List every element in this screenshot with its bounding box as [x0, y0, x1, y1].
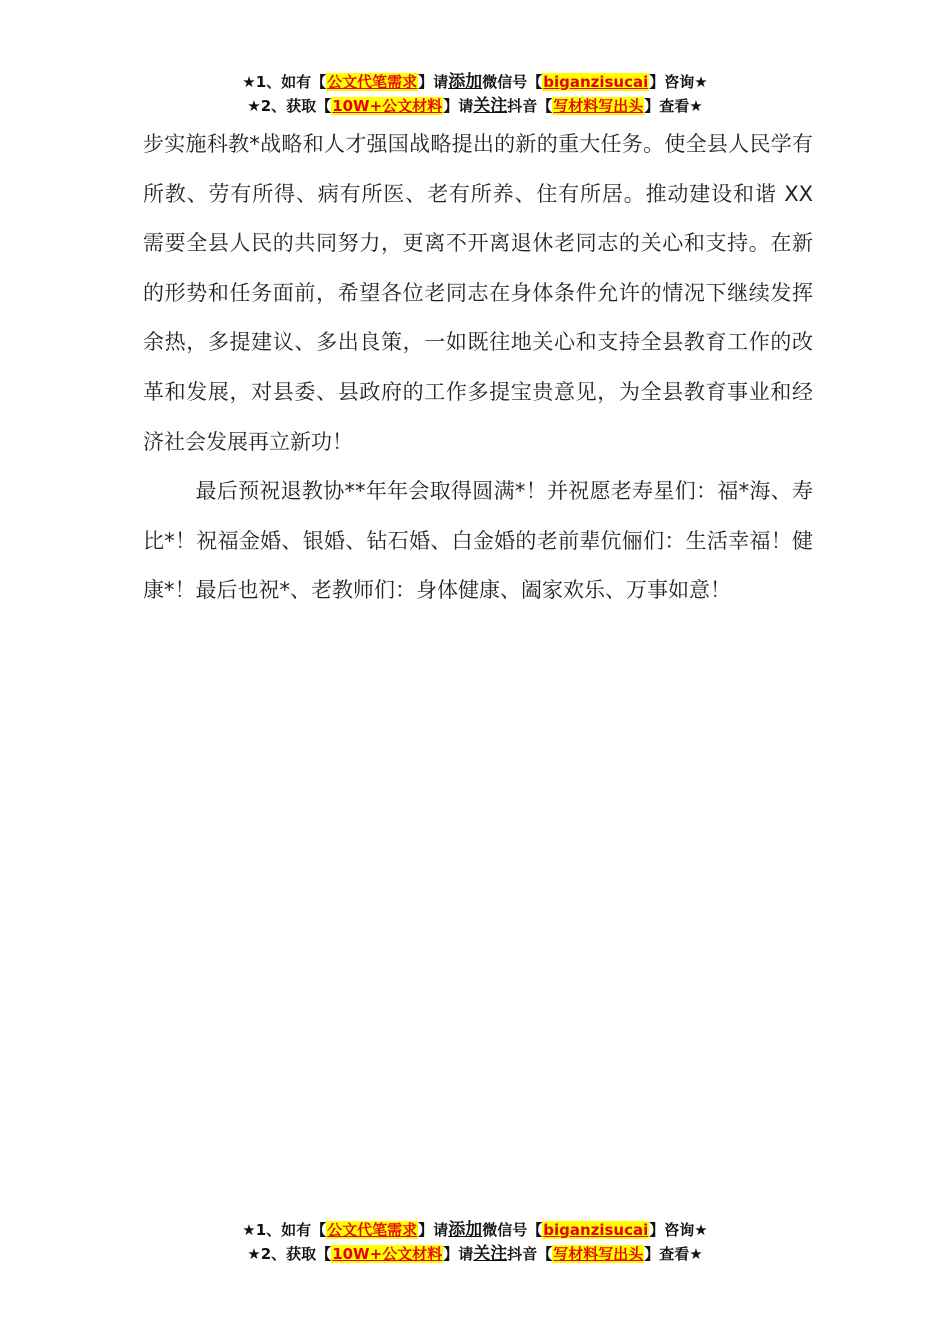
document-body [143, 120, 820, 616]
promo-text: ★1、如有【 [242, 73, 327, 91]
material-highlight: 10W+公文材料 [332, 97, 443, 115]
body-paragraph-2: 最后预祝退教协**年年会取得圆满*！并祝愿老寿星们：福*海、寿比*！祝福金婚、银婚、钻石婚、白金婚的老前辈伉俪们：生活幸福！健康*！最后也祝*、老教师们：身体健康、阖家欢乐、万事如意！ [143, 479, 813, 603]
promo-line-1 [0, 70, 950, 94]
promo-action: 关注 [473, 1244, 508, 1264]
douyin-id-highlight: 写材料写出头 [553, 1245, 644, 1263]
promo-text: 】请 [443, 1245, 474, 1263]
promo-action: 添加 [448, 72, 483, 92]
promo-text: ★2、获取【 [247, 1245, 332, 1263]
service-highlight: 公文代笔需求 [327, 73, 418, 91]
promo-text: 】请 [418, 73, 449, 91]
douyin-id-highlight: 写材料写出头 [553, 97, 644, 115]
material-highlight: 10W+公文材料 [332, 1245, 443, 1263]
promo-text: 抖音【 [507, 97, 553, 115]
promo-text: 】咨询★ [649, 73, 708, 91]
header-promo [0, 70, 950, 118]
promo-text: 】请 [443, 97, 474, 115]
promo-action: 添加 [448, 1220, 483, 1240]
footer-promo [0, 1218, 950, 1266]
promo-line-2 [0, 94, 950, 118]
promo-text: 微信号【 [482, 73, 543, 91]
service-highlight: 公文代笔需求 [327, 1221, 418, 1239]
promo-text: ★1、如有【 [242, 1221, 327, 1239]
promo-text: 】咨询★ [649, 1221, 708, 1239]
body-paragraph-1: 步实施科教*战略和人才强国战略提出的新的重大任务。使全县人民学有所教、劳有所得、病有所医、老有所养、住有所居。推动建设和谐 XX 需要全县人民的共同努力，更离不开离退休老同志的关心和支持。在新的形势和任务面前，希望各位老同志在身体条件允许的情况下继续发挥余热，多提建议、多出良策，一如既往地关心和支持全县教育工作的改革和发展，对县委、县政府的工作多提宝贵意见，为全县教育事业和经济社会发展再立新功！ [143, 132, 820, 454]
promo-text: 】查看★ [644, 1245, 703, 1263]
promo-action: 关注 [473, 96, 508, 116]
promo-text: 抖音【 [507, 1245, 553, 1263]
promo-text: 】查看★ [644, 97, 703, 115]
promo-text: ★2、获取【 [247, 97, 332, 115]
wechat-id-highlight: biganzisucai [543, 1221, 649, 1239]
promo-text: 微信号【 [482, 1221, 543, 1239]
promo-line-2 [0, 1242, 950, 1266]
wechat-id-highlight: biganzisucai [543, 73, 649, 91]
promo-line-1 [0, 1218, 950, 1242]
promo-text: 】请 [418, 1221, 449, 1239]
